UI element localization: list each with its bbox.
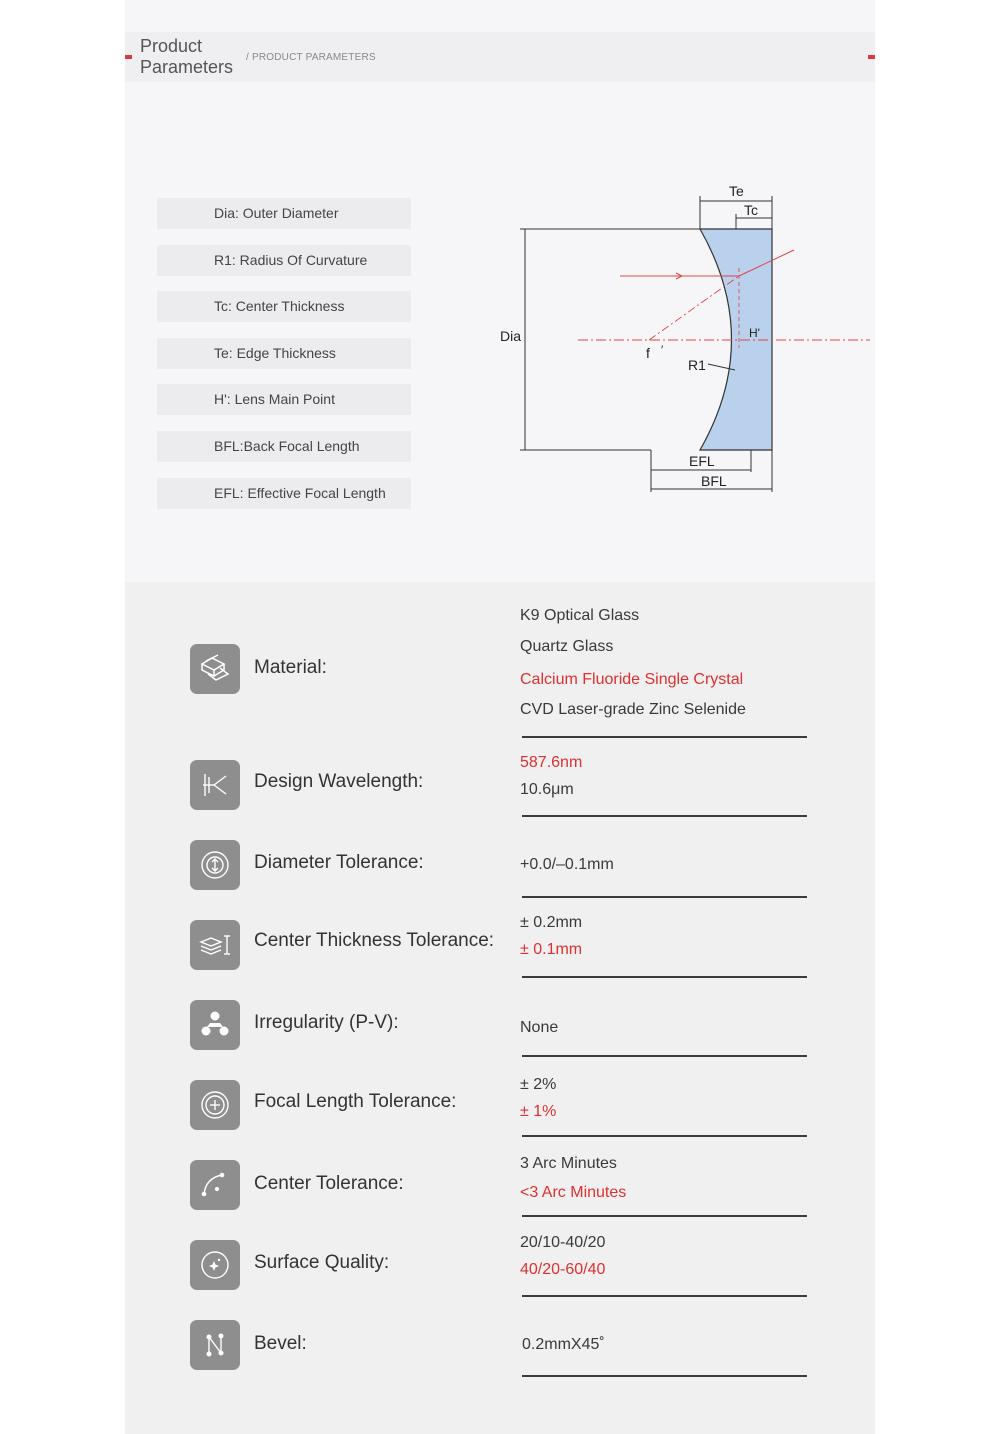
h-label: H': [749, 326, 760, 340]
diameter-icon: [190, 840, 240, 890]
param-label-diameter: Diameter Tolerance:: [254, 852, 424, 873]
irregularity-icon-box: [190, 1000, 240, 1050]
wavelength-value-1: 587.6nm: [520, 754, 583, 771]
centering-icon-box: [190, 1160, 240, 1210]
irregularity-value-1: None: [520, 1019, 559, 1036]
wavelength-icon: [190, 760, 240, 810]
param-label-wavelength: Design Wavelength:: [254, 771, 424, 792]
section-title: Product Parameters: [140, 36, 234, 77]
param-label-surface-quality: Surface Quality:: [254, 1252, 390, 1273]
section-subtitle: / PRODUCT PARAMETERS: [246, 52, 376, 63]
centering-value-2: <3 Arc Minutes: [520, 1184, 627, 1201]
param-label-centering: Center Tolerance:: [254, 1173, 404, 1194]
param-label-focal-length: Focal Length Tolerance:: [254, 1091, 457, 1112]
material-value-1: K9 Optical Glass: [520, 607, 640, 624]
focal-length-icon: [190, 1080, 240, 1130]
irregularity-icon: [190, 1000, 240, 1050]
material-icon-box: [190, 644, 240, 694]
thickness-divider: [522, 976, 807, 978]
focal-length-divider: [522, 1135, 807, 1137]
param-label-material: Material:: [254, 657, 327, 678]
material-divider: [522, 736, 807, 738]
bfl-label: BFL: [701, 473, 727, 489]
lens-diagram: [490, 170, 875, 510]
f-prime-label: ′: [661, 343, 664, 357]
f-label: f: [646, 345, 650, 361]
centering-icon: [190, 1160, 240, 1210]
material-value-2: Quartz Glass: [520, 638, 614, 655]
centering-divider: [522, 1215, 807, 1217]
thickness-value-1: ± 0.2mm: [520, 914, 583, 931]
thickness-value-2: ± 0.1mm: [520, 941, 583, 958]
legend-item-te: Te: Edge Thickness: [157, 338, 411, 369]
surface-quality-value-1: 20/10-40/20: [520, 1234, 606, 1251]
param-label-thickness: Center Thickness Tolerance:: [254, 930, 495, 951]
diameter-value-1: +0.0/–0.1mm: [520, 856, 614, 873]
bevel-divider: [522, 1375, 807, 1377]
param-label-irregularity: Irregularity (P-V):: [254, 1012, 399, 1033]
thickness-icon: [190, 920, 240, 970]
header-accent-left: [125, 55, 132, 59]
wavelength-icon-box: [190, 760, 240, 810]
focal-length-value-1: ± 2%: [520, 1076, 557, 1093]
param-label-bevel: Bevel:: [254, 1333, 307, 1354]
bevel-value-1: 0.2mmX45˚: [522, 1336, 605, 1353]
legend-item-bfl: BFL:Back Focal Length: [157, 431, 411, 462]
legend-item-dia: Dia: Outer Diameter: [157, 198, 411, 229]
legend-item-tc: Tc: Center Thickness: [157, 291, 411, 322]
dia-label: Dia: [500, 328, 522, 344]
header-accent-right: [868, 55, 875, 59]
tc-label: Tc: [744, 202, 758, 218]
surface-quality-value-2: 40/20-60/40: [520, 1261, 606, 1278]
irregularity-divider: [522, 1055, 807, 1057]
focal-length-value-2: ± 1%: [520, 1103, 557, 1120]
surface-quality-icon: [190, 1240, 240, 1290]
lens-shape: [700, 229, 772, 450]
wavelength-value-2: 10.6μm: [520, 781, 574, 798]
surface-quality-divider: [522, 1295, 807, 1297]
glass-block-icon: [190, 644, 240, 694]
wavelength-divider: [522, 815, 807, 817]
legend-item-efl: EFL: Effective Focal Length: [157, 478, 411, 509]
bevel-icon-box: [190, 1320, 240, 1370]
legend-item-h: H': Lens Main Point: [157, 384, 411, 415]
symbol-legend: [157, 198, 411, 524]
te-label: Te: [729, 183, 744, 199]
material-value-3: Calcium Fluoride Single Crystal: [520, 671, 744, 688]
legend-item-r1: R1: Radius Of Curvature: [157, 245, 411, 276]
surface-quality-icon-box: [190, 1240, 240, 1290]
centering-value-1: 3 Arc Minutes: [520, 1155, 617, 1172]
bevel-icon: [190, 1320, 240, 1370]
thickness-icon-box: [190, 920, 240, 970]
material-value-4: CVD Laser-grade Zinc Selenide: [520, 701, 746, 718]
diameter-divider: [522, 896, 807, 898]
efl-label: EFL: [689, 453, 715, 469]
r1-label: R1: [688, 357, 706, 373]
diameter-icon-box: [190, 840, 240, 890]
product-parameters-page: [125, 0, 875, 1434]
focal-length-icon-box: [190, 1080, 240, 1130]
